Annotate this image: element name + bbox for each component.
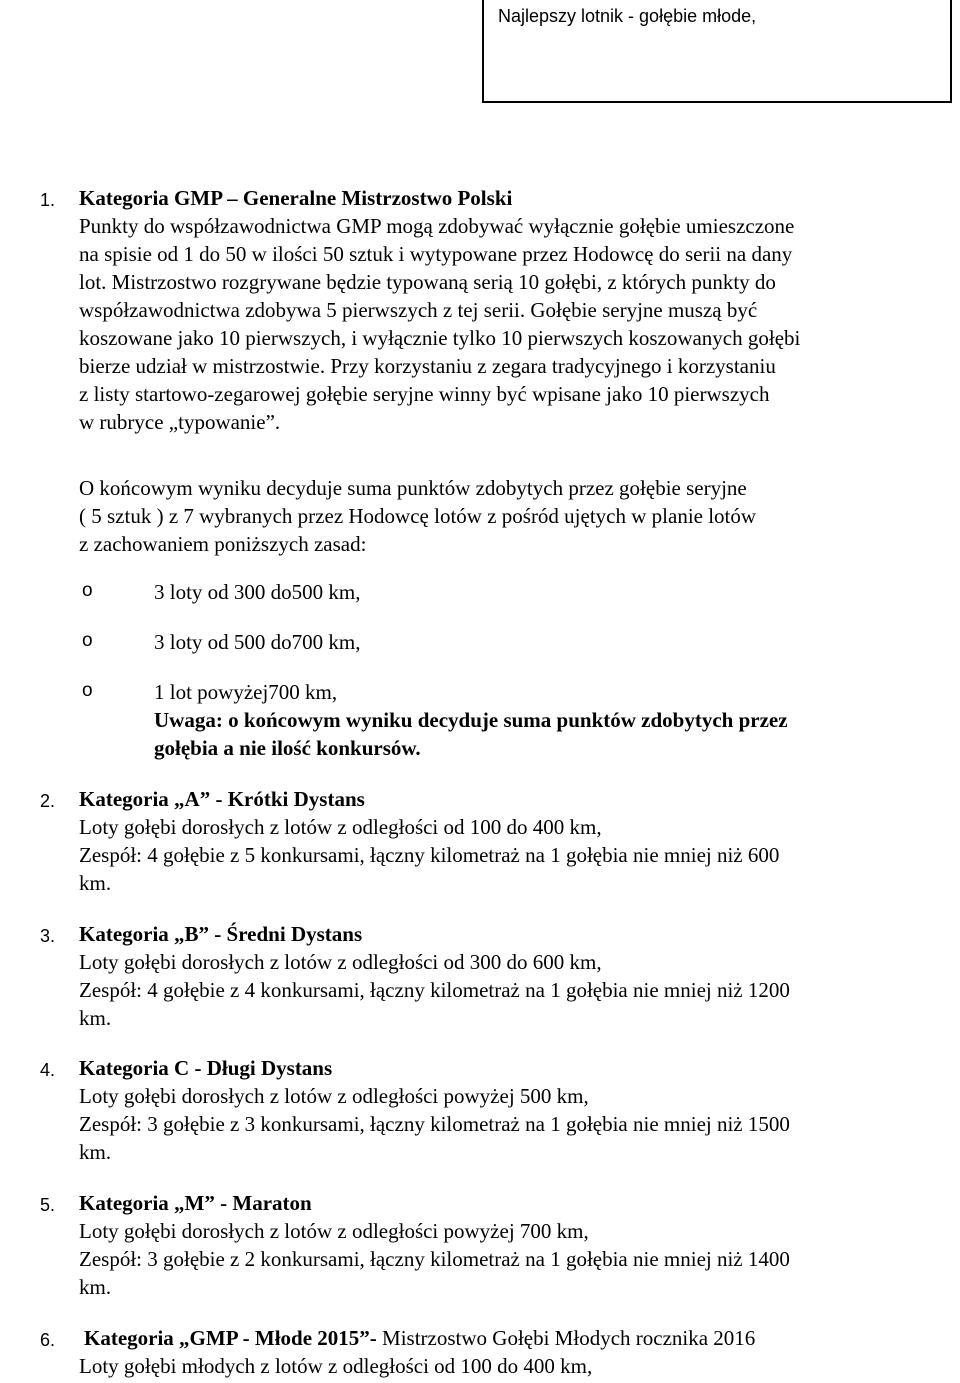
note-line: Uwaga: o końcowym wyniku decyduje suma punktów zdobytych przez (154, 708, 788, 732)
paragraph-line: Zespół: 4 gołębie z 4 konkursami, łączny kilometraż na 1 gołębia nie mniej niż 1200 (79, 978, 790, 1002)
paragraph-line: Loty gołębi dorosłych z lotów z odległości od 300 do 600 km, (79, 950, 602, 974)
section-number: 1. (40, 190, 56, 210)
paragraph-line: km. (79, 1006, 112, 1030)
section-number: 2. (40, 791, 56, 811)
bullet-item: 1 lot powyżej700 km, (154, 680, 338, 704)
header-box (482, 0, 952, 103)
paragraph-line: z listy startowo-zegarowej gołębie seryjne winny być wpisane jako 10 pierwszych (79, 382, 770, 406)
section-number: 5. (40, 1195, 56, 1215)
bullet-item: 3 loty od 300 do500 km, (154, 580, 361, 604)
section-heading: Kategoria „A” - Krótki Dystans (79, 787, 365, 811)
section-category-a (79, 785, 949, 897)
paragraph-line: z zachowaniem poniższych zasad: (79, 532, 367, 556)
paragraph-line: Zespół: 4 gołębie z 5 konkursami, łączny kilometraż na 1 gołębia nie mniej niż 600 (79, 843, 780, 867)
paragraph-line: O końcowym wyniku decyduje suma punktów zdobytych przez gołębie seryjne (79, 476, 747, 500)
header-title: Najlepszy lotnik - gołębie młode, (498, 6, 757, 26)
section-number: 3. (40, 926, 56, 946)
bullet-marker: o (82, 680, 93, 701)
section-heading-suffix: Mistrzostwo Gołębi Młodych rocznika 2016 (376, 1326, 756, 1350)
paragraph-line: km. (79, 1275, 112, 1299)
paragraph-line: Zespół: 3 gołębie z 2 konkursami, łączny kilometraż na 1 gołębia nie mniej niż 1400 (79, 1247, 790, 1271)
section-gmp-young (79, 1324, 954, 1380)
paragraph-line: w rubryce „typowanie”. (79, 410, 281, 434)
paragraph-scoring (79, 474, 949, 558)
section-category-c (79, 1054, 949, 1166)
section-category-b (79, 920, 949, 1032)
paragraph-line: Loty gołębi dorosłych z lotów z odległości powyżej 700 km, (79, 1219, 589, 1243)
section-heading: Kategoria „B” - Średni Dystans (79, 922, 363, 946)
paragraph-line: km. (79, 871, 112, 895)
section-heading: Kategoria C - Długi Dystans (79, 1056, 333, 1080)
paragraph-line: Punkty do współzawodnictwa GMP mogą zdobywać wyłącznie gołębie umieszczone (79, 214, 795, 238)
section-category-m (79, 1189, 949, 1301)
bullet-item-with-note (154, 678, 934, 762)
paragraph-line: Loty gołębi dorosłych z lotów z odległości od 100 do 400 km, (79, 815, 602, 839)
section-number: 4. (40, 1060, 56, 1080)
paragraph-line: koszowane jako 10 pierwszych, i wyłącznie tylko 10 pierwszych koszowanych gołębi (79, 326, 801, 350)
bullet-item: 3 loty od 500 do700 km, (154, 630, 361, 654)
paragraph-line: na spisie od 1 do 50 w ilości 50 sztuk i wytypowane przez Hodowcę do serii na dany (79, 242, 793, 266)
paragraph-line: współzawodnictwa zdobywa 5 pierwszych z tej serii. Gołębie seryjne muszą być (79, 298, 758, 322)
section-heading: Kategoria „GMP - Młode 2015”- (84, 1326, 377, 1350)
section-heading: Kategoria „M” - Maraton (79, 1191, 312, 1215)
bullet-marker: o (82, 580, 93, 601)
paragraph-line: Loty gołębi młodych z lotów z odległości od 100 do 400 km, (79, 1354, 593, 1378)
section-heading: Kategoria GMP – Generalne Mistrzostwo Polski (79, 186, 513, 210)
section-number: 6. (40, 1330, 56, 1350)
paragraph-line: km. (79, 1140, 112, 1164)
bullet-marker: o (82, 630, 93, 651)
paragraph-line: lot. Mistrzostwo rozgrywane będzie typowaną serią 10 gołębi, z których punkty do (79, 270, 776, 294)
paragraph-line: ( 5 sztuk ) z 7 wybranych przez Hodowcę lotów z pośród ujętych w planie lotów (79, 504, 757, 528)
paragraph-line: Zespół: 3 gołębie z 3 konkursami, łączny kilometraż na 1 gołębia nie mniej niż 1500 (79, 1112, 790, 1136)
section-gmp (79, 184, 949, 436)
paragraph-line: Loty gołębi dorosłych z lotów z odległości powyżej 500 km, (79, 1084, 589, 1108)
paragraph-line: bierze udział w mistrzostwie. Przy korzystaniu z zegara tradycyjnego i korzystaniu (79, 354, 776, 378)
note-line: gołębia a nie ilość konkursów. (154, 736, 421, 760)
